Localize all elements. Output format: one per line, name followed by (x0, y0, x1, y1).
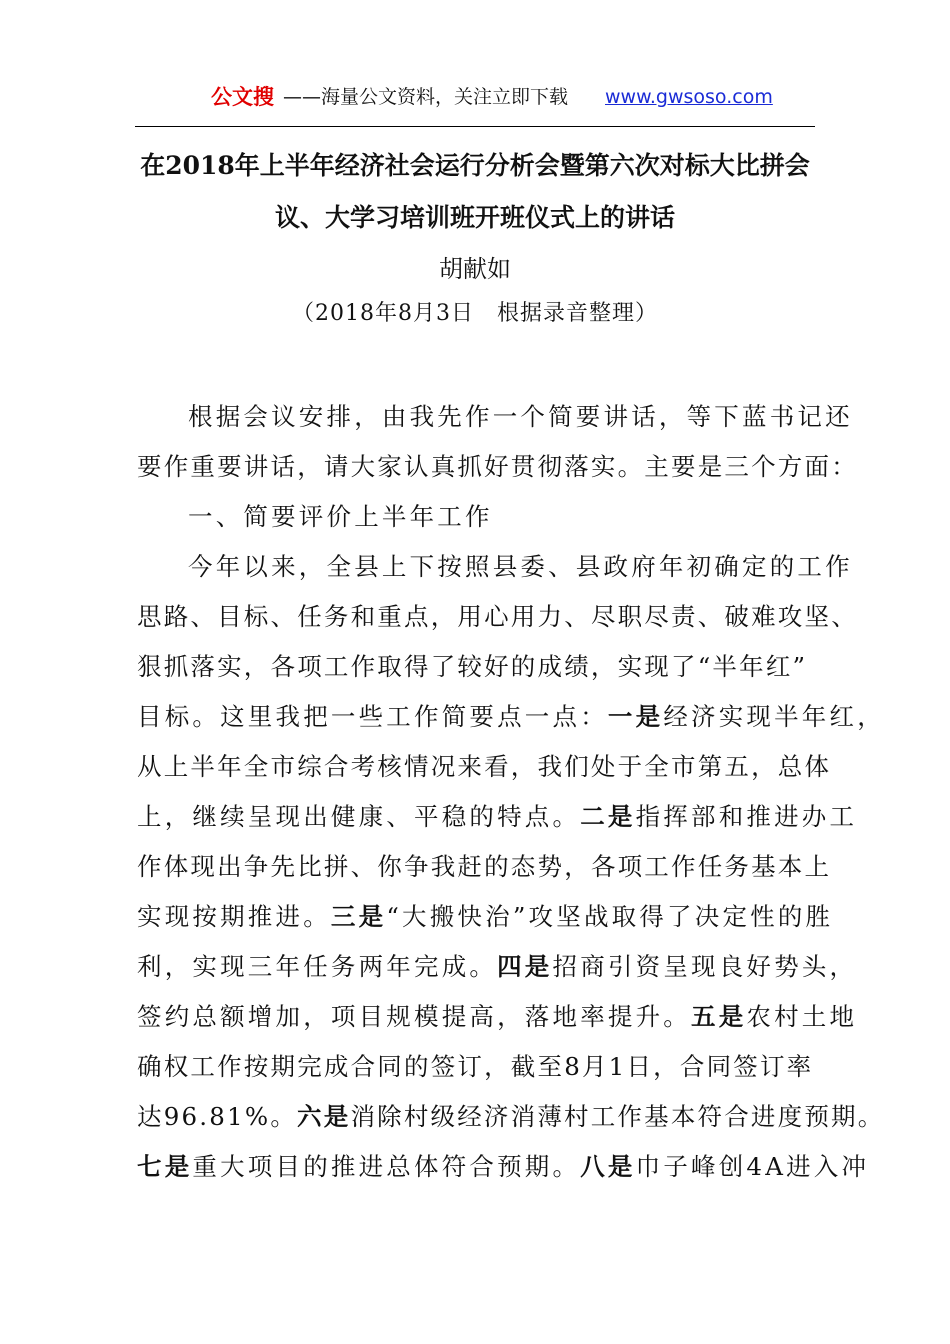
text-run: 上，继续呈现出健康、平稳的特点。 (137, 802, 581, 831)
paragraph-line: 今年以来，全县上下按照县委、县政府年初确定的工作 (188, 552, 853, 581)
bold-marker: 三是 (330, 902, 387, 931)
text-run: 签约总额增加，项目规模提高，落地率提升。 (137, 1002, 691, 1031)
paragraph-line (137, 1098, 885, 1133)
text-run: 经济实现半年红， (663, 702, 885, 731)
text-run: 达96.81%。 (137, 1102, 298, 1131)
paragraph-line: 思路、目标、任务和重点，用心用力、尽职尽责、破难攻坚、 (137, 602, 858, 631)
paragraph-line (137, 948, 858, 983)
bold-marker: 二是 (580, 802, 636, 831)
bold-marker: 四是 (497, 952, 553, 981)
paragraph-line (137, 898, 834, 933)
paragraph-line (137, 698, 885, 733)
text-run: 消除村级经济消薄村工作基本符合进度预期。 (350, 1102, 885, 1131)
paragraph-line: 从上半年全市综合考核情况来看，我们处于全市第五，总体 (137, 752, 832, 781)
bold-marker: 一是 (607, 702, 664, 731)
header-banner (135, 80, 815, 114)
text-run: 农村土地 (746, 1002, 858, 1031)
paragraph-line: 要作重要讲话，请大家认真抓好贯彻落实。主要是三个方面： (137, 452, 858, 481)
section-heading: 一、简要评价上半年工作 (188, 502, 493, 531)
bold-marker: 八是 (580, 1152, 636, 1181)
text-run: 实现按期推进。 (137, 902, 331, 931)
paragraph-line (137, 1148, 870, 1183)
document-date-note: （2018年8月3日 根据录音整理） (292, 301, 658, 326)
bold-marker: 五是 (691, 1002, 747, 1031)
paragraph-line: 作体现出争先比拼、你争我赶的态势，各项工作任务基本上 (137, 852, 832, 881)
paragraph-line: 确权工作按期完成合同的签订，截至8月1日，合同签订率 (137, 1052, 814, 1081)
paragraph-line: 狠抓落实，各项工作取得了较好的成绩，实现了“半年红” (137, 652, 808, 681)
text-run: 招商引资呈现良好势头， (552, 952, 858, 981)
header-slogan: ——海量公文资料，关注立即下载 (283, 86, 569, 108)
header-divider (135, 126, 815, 127)
document-author: 胡献如 (439, 255, 511, 283)
brand-logo-text[interactable]: 公文搜 (211, 85, 274, 109)
text-run: 指挥部和推进办工 (635, 802, 858, 831)
text-run: 巾子峰创4A进入冲 (635, 1152, 870, 1181)
text-run: 利，实现三年任务两年完成。 (137, 952, 498, 981)
paragraph-line (137, 798, 858, 833)
text-run: “大搬快治”攻坚战取得了决定性的胜 (386, 902, 834, 931)
bold-marker: 七是 (137, 1152, 193, 1181)
paragraph-line (137, 998, 858, 1033)
document-title-line-1: 在2018年上半年经济社会运行分析会暨第六次对标大比拼会 (140, 151, 810, 180)
text-run: 重大项目的推进总体符合预期。 (192, 1152, 581, 1181)
paragraph-line: 根据会议安排，由我先作一个简要讲话，等下蓝书记还 (188, 402, 853, 431)
bold-marker: 六是 (297, 1102, 351, 1131)
document-title-line-2: 议、大学习培训班开班仪式上的讲话 (274, 203, 675, 232)
text-run: 目标。这里我把一些工作简要点一点： (137, 702, 608, 731)
site-link[interactable]: www.gwsoso.com (605, 86, 773, 108)
